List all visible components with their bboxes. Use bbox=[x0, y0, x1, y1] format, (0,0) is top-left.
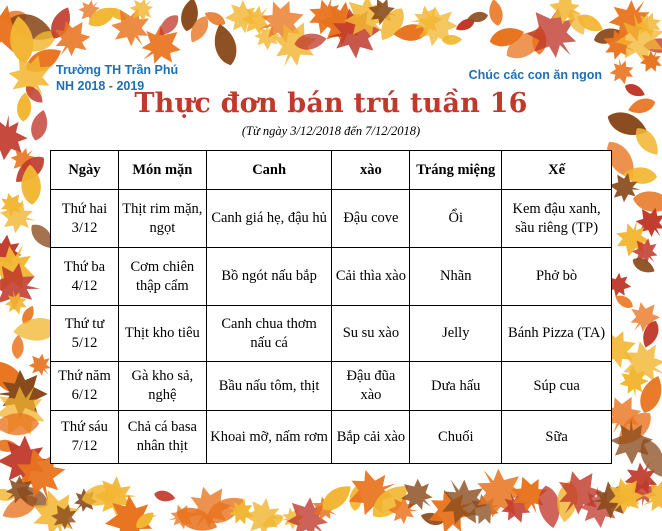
main-dish-cell: Gà kho sả, nghệ bbox=[118, 362, 206, 411]
day-cell: Thứ sáu 7/12 bbox=[51, 411, 119, 464]
day-cell: Thứ hai 3/12 bbox=[51, 190, 119, 248]
snack-cell: Kem đậu xanh, sầu riêng (TP) bbox=[502, 190, 612, 248]
stirfry-cell: Đậu đũa xào bbox=[332, 362, 410, 411]
main-dish-cell: Thịt rim mặn, ngọt bbox=[118, 190, 206, 248]
autumn-leaf-icon bbox=[607, 56, 637, 87]
table-row bbox=[51, 362, 612, 411]
stirfry-cell: Bắp cải xào bbox=[332, 411, 410, 464]
soup-cell: Canh chua thơm nấu cá bbox=[206, 306, 332, 362]
stirfry-cell: Cải thìa xào bbox=[332, 248, 410, 306]
snack-cell: Bánh Pizza (TA) bbox=[502, 306, 612, 362]
day-cell: Thứ tư 5/12 bbox=[51, 306, 119, 362]
column-header-day: Ngày bbox=[51, 151, 119, 190]
autumn-leaf-icon bbox=[11, 334, 24, 359]
menu-table bbox=[50, 150, 612, 464]
main-dish-cell: Thịt kho tiêu bbox=[118, 306, 206, 362]
autumn-leaf-icon bbox=[631, 189, 662, 215]
soup-cell: Canh giá hẹ, đậu hủ bbox=[206, 190, 332, 248]
snack-cell: Sữa bbox=[502, 411, 612, 464]
table-row bbox=[51, 306, 612, 362]
day-cell: Thứ ba 4/12 bbox=[51, 248, 119, 306]
school-name: Trường TH Trần Phú bbox=[56, 63, 179, 77]
dessert-cell: Nhãn bbox=[410, 248, 502, 306]
table-header-row bbox=[51, 151, 612, 190]
stirfry-cell: Su su xào bbox=[332, 306, 410, 362]
dessert-cell: Jelly bbox=[410, 306, 502, 362]
snack-cell: Súp cua bbox=[502, 362, 612, 411]
autumn-leaf-icon bbox=[153, 489, 176, 504]
greeting-text: Chúc các con ăn ngon bbox=[468, 68, 602, 82]
dessert-cell: Chuối bbox=[410, 411, 502, 464]
main-dish-cell: Chả cá basa nhân thịt bbox=[118, 411, 206, 464]
table-row bbox=[51, 190, 612, 248]
dessert-cell: Dưa hấu bbox=[410, 362, 502, 411]
column-header-dessert: Tráng miệng bbox=[410, 151, 502, 190]
column-header-stirfry: xào bbox=[332, 151, 410, 190]
dessert-cell: Ổi bbox=[410, 190, 502, 248]
main-dish-cell: Cơm chiên thập cẩm bbox=[118, 248, 206, 306]
stirfry-cell: Đậu cove bbox=[332, 190, 410, 248]
table-row bbox=[51, 248, 612, 306]
school-year: NH 2018 - 2019 bbox=[56, 79, 145, 93]
soup-cell: Bồ ngót nấu bắp bbox=[206, 248, 332, 306]
soup-cell: Bầu nấu tôm, thịt bbox=[206, 362, 332, 411]
soup-cell: Khoai mỡ, nấm rơm bbox=[206, 411, 332, 464]
page-title: Thực đơn bán trú tuần 16 bbox=[134, 88, 528, 119]
autumn-leaf-icon bbox=[487, 0, 505, 27]
column-header-soup: Canh bbox=[206, 151, 332, 190]
table-row bbox=[51, 411, 612, 464]
snack-cell: Phở bò bbox=[502, 248, 612, 306]
column-header-main-dish: Món mặn bbox=[118, 151, 206, 190]
date-range: (Từ ngày 3/12/2018 đến 7/12/2018) bbox=[241, 124, 421, 138]
day-cell: Thứ năm 6/12 bbox=[51, 362, 119, 411]
column-header-snack: Xế bbox=[502, 151, 612, 190]
